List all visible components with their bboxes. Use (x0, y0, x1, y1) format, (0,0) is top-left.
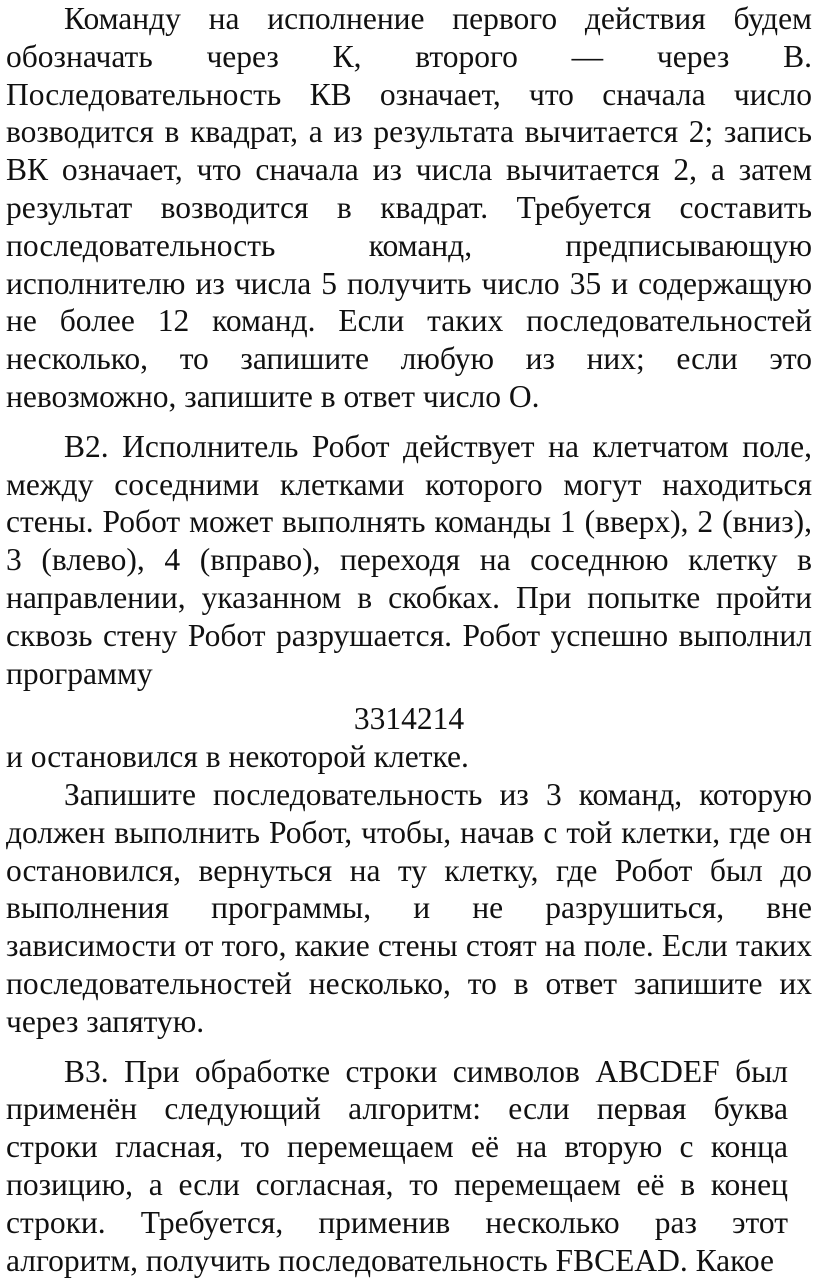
paragraph-b2-task: Запишите последовательность из 3 команд, которую должен выполнить Робот, чтобы, начав с той клетки, где он остановился, вернуться на ту клетку, где Робот был до выполнения программы, и не разрушиться, вне зависимости от того, какие стены стоят на поле. Если таких последовательностей несколько, то в ответ запишите их через запятую. (6, 776, 812, 1039)
paragraph-b2-robot: В2. Исполнитель Робот действует на клетчатом поле, между соседними клетками которого могут находиться стены. Робот может выполнять команды 1 (вверх), 2 (вниз), 3 (влево), 4 (вправо), переходя на соседнюю клетку в направлении, указанном в скобках. При попытке пройти сквозь стену Робот разрушается. Робот успешно выполнил программу (6, 428, 812, 691)
paragraph-b3-string: В3. При обработке строки символов ABCDEF был применён следующий алгоритм: если первая буква строки гласная, то перемещаем её на вторую с конца позицию, а если согласная, то перемещаем её в конец строки. Требуется, применив несколько раз этот алгоритм, получить последовательность FBCEAD. Какое (6, 1053, 788, 1278)
document-page (6, 0, 812, 1279)
paragraph-b2-stop: и остановился в некоторой клетке. (6, 739, 469, 775)
paragraph-commands-kv: Команду на исполнение первого действия будем обозначать через К, второго — через В. Последовательность КВ означает, что сначала число возводится в квадрат, а из результата вычитается 2; запись ВК означает, что сначала из числа вычитается 2, а затем результат возводится в квадрат. Требуется составить последовательность команд, предписывающую исполнителю из числа 5 получить число 35 и содержащую не более 12 команд. Если таких последовательностей несколько, то запишите любую из них; если это невозможно, запишите в ответ число О. (6, 1, 812, 414)
robot-program: 3314214 (353, 701, 465, 737)
